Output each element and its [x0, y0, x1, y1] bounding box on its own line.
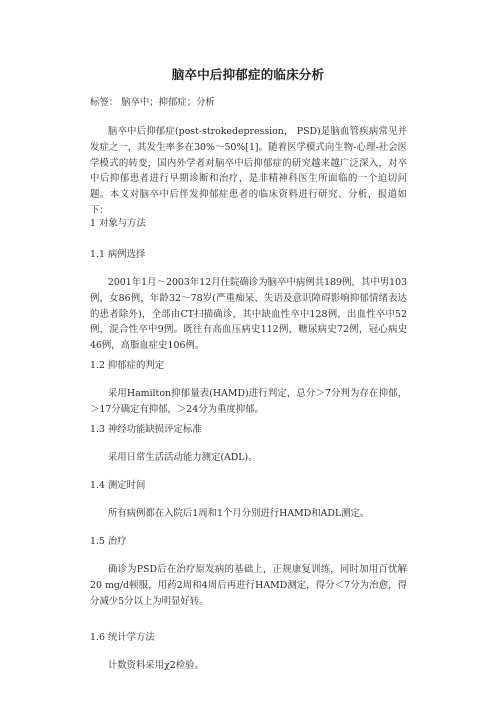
- section-body: 所有病例都在入院后1周和1个月分别进行HAMD和ADL测定。: [107, 508, 370, 519]
- section-1-5: [90, 534, 407, 550]
- intro-paragraph: [90, 124, 407, 219]
- section-heading: 1.2 抑郁症的判定: [90, 360, 165, 371]
- section-1-6: [90, 630, 407, 646]
- section-body: 采用日常生活活动能力测定(ADL)。: [107, 452, 258, 463]
- section-1-3-body: [90, 450, 407, 466]
- section-1-2-body: [90, 386, 407, 418]
- intro-text: 脑卒中后抑郁症(post-strokedepression， PSD)是脑血管疾病常见并发症之一，其发生率多在30%～50%[1]。随着医学模式向生物-心理-社会医学模式的转变，国内外学者对脑卒中后抑郁症的研究越来越广泛深入，对卒中后抑郁患者进行早期诊断和治疗，是非精神科医生所面临的一个迫切问题。本文对脑卒中后伴发抑郁症患者的临床资料进行研究、分析，报道如下：: [90, 126, 407, 216]
- section-1-3: [90, 422, 407, 438]
- section-heading: 1.1 病例选择: [90, 249, 146, 260]
- section-body: 2001年1月～2003年12月住院确诊为脑卒中病例共189例，其中男103例，女86例，年龄32～78岁(严重痴呆、失语及意识障碍影响抑郁情绪表达的患者除外)，全部由CT扫描确诊，其中缺血性卒中128例，出血性卒中52例，混合性卒中9例。既往有高血压病史112例，糖尿病史72例，冠心病史46例，高脂血症史106例。: [90, 277, 407, 352]
- section-body: 计数资料采用χ2检验。: [107, 660, 204, 671]
- section-1-4-body: [90, 506, 407, 522]
- section-1-6-body: [90, 658, 407, 674]
- section-1-1-body: [90, 275, 407, 354]
- section-1-4: [90, 478, 407, 494]
- section-body: 采用Hamilton抑郁量表(HAMD)进行判定，总分＞7分判为存在抑郁，＞17分确定有抑郁，＞24分为重度抑郁。: [90, 388, 407, 415]
- section-heading: 1.6 统计学方法: [90, 632, 155, 643]
- section-heading: 1 对象与方法: [90, 218, 146, 229]
- section-1-2: [90, 358, 407, 374]
- section-1-heading: [90, 216, 407, 232]
- section-1-1: [90, 247, 407, 263]
- section-heading: 1.4 测定时间: [90, 480, 146, 491]
- section-body: 确诊为PSD后在治疗原发病的基础上，正规康复训练，同时加用百忧解20 mg/d顿服，用药2周和4周后再进行HAMD测定，得分＜7分为治愈，得分减少5分以上为明显好转。: [90, 564, 407, 607]
- keywords-text: 标签： 脑卒中；抑郁症；分析: [90, 97, 215, 108]
- section-heading: 1.3 神经功能缺损评定标准: [90, 424, 202, 435]
- document-title: 脑卒中后抑郁症的临床分析: [171, 67, 325, 82]
- keywords-line: [90, 95, 407, 111]
- section-1-5-body: [90, 562, 407, 609]
- section-heading: 1.5 治疗: [90, 536, 127, 547]
